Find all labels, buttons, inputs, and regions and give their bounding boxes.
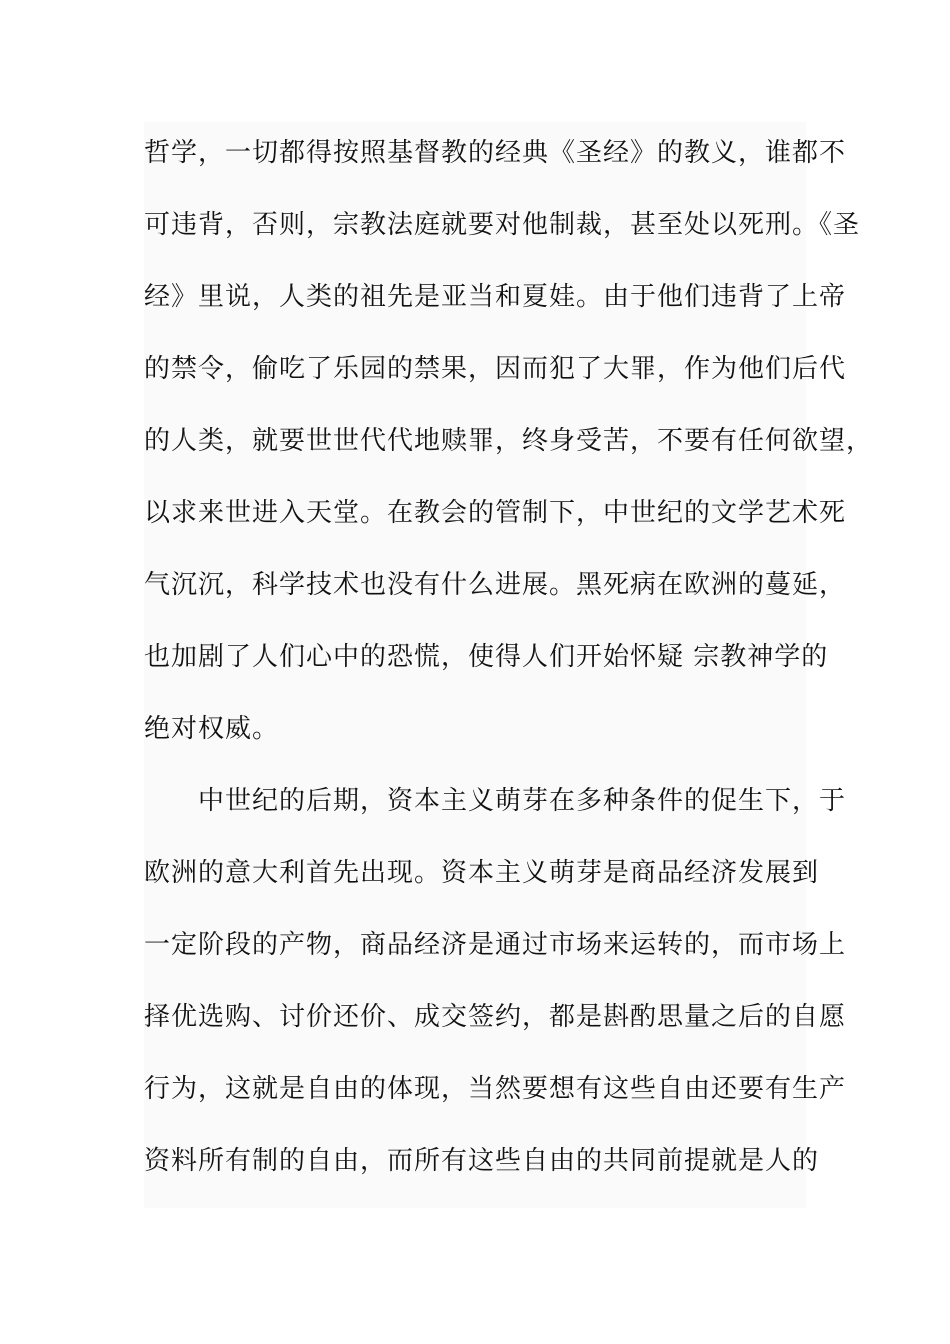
body-text	[144, 122, 874, 1208]
text-line: 可违背，否则，宗教法庭就要对他制裁，甚至处以死刑。《圣	[144, 210, 861, 240]
text-line: 的人类，就要世世代代地赎罪，终身受苦，不要有任何欲望，	[144, 426, 874, 456]
text-line: 资料所有制的自由，而所有这些自由的共同前提就是人的	[144, 1146, 820, 1176]
text-line: 以求来世进入天堂。在教会的管制下，中世纪的文学艺术死	[144, 498, 847, 528]
paragraph-start-line: 中世纪的后期，资本主义萌芽在多种条件的促生下，于	[198, 786, 847, 816]
text-line: 择优选购、讨价还价、成交签约，都是斟酌思量之后的自愿	[144, 1002, 847, 1032]
text-line: 行为，这就是自由的体现，当然要想有这些自由还要有生产	[144, 1074, 847, 1104]
text-line: 欧洲的意大利首先出现。资本主义萌芽是商品经济发展到	[144, 858, 820, 888]
text-line: 哲学，一切都得按照基督教的经典《圣经》的教义，谁都不	[144, 138, 847, 168]
text-line: 经》里说，人类的祖先是亚当和夏娃。由于他们违背了上帝	[144, 282, 847, 312]
text-line: 一定阶段的产物，商品经济是通过市场来运转的，而市场上	[144, 930, 847, 960]
text-line: 也加剧了人们心中的恐慌，使得人们开始怀疑 宗教神学的	[144, 642, 829, 672]
text-line: 绝对权威。	[144, 714, 280, 744]
text-line: 气沉沉，科学技术也没有什么进展。黑死病在欧洲的蔓延，	[144, 570, 847, 600]
text-line: 的禁令，偷吃了乐园的禁果，因而犯了大罪，作为他们后代	[144, 354, 847, 384]
